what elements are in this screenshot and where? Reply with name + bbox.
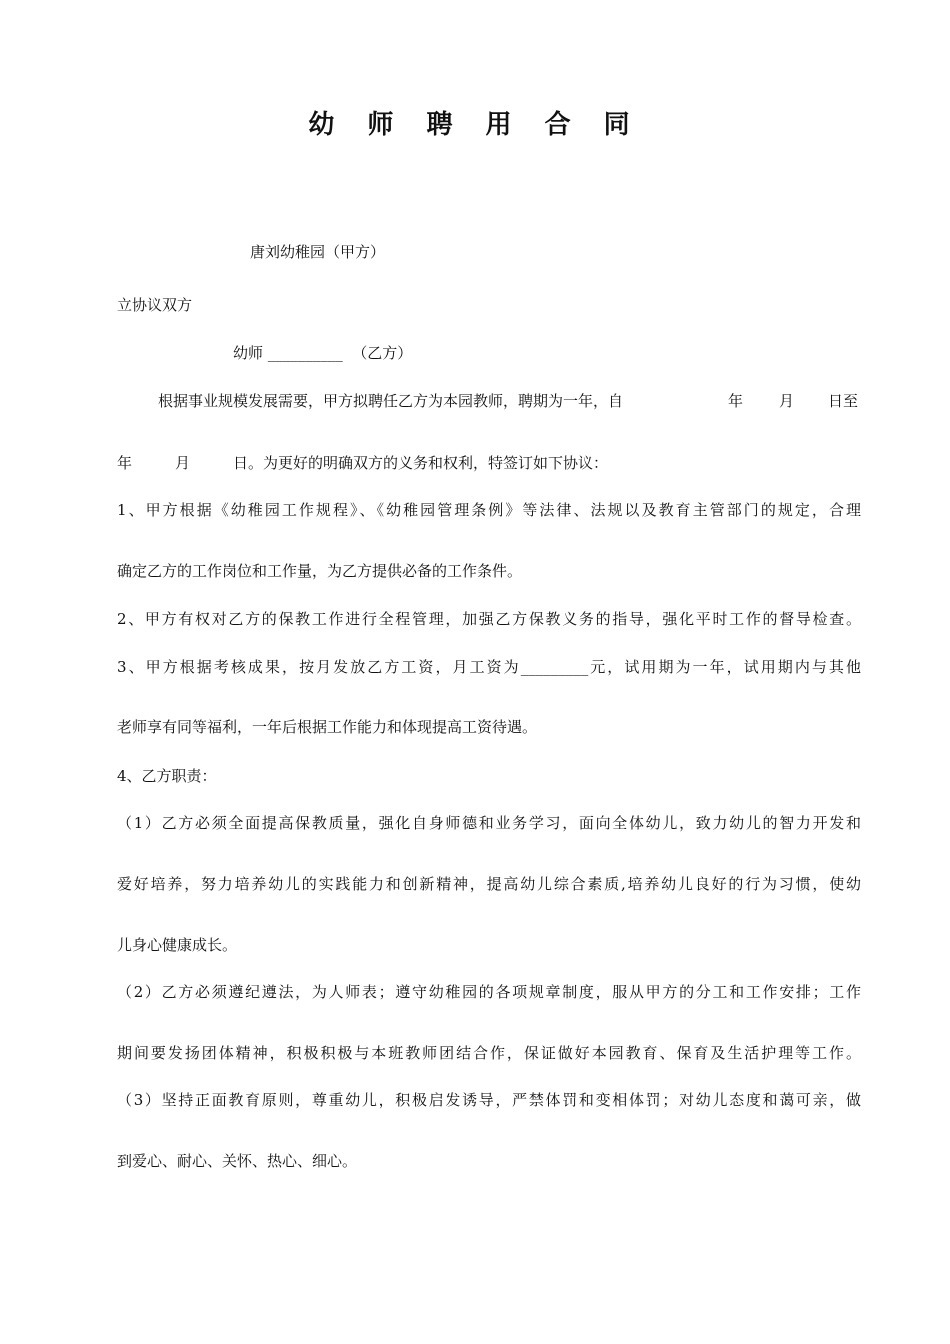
intro-line-2-rest: 日。为更好的明确双方的义务和权利，特签订如下协议： [233,454,609,472]
parties-label: 立协议双方 [117,296,193,314]
clause-1-line-2: 确定乙方的工作岗位和工作量，为乙方提供必备的工作条件。 [117,562,523,580]
intro-year-label: 年 [728,392,744,410]
document-title: 幼 师 聘 用 合 同 [308,110,642,140]
intro-line-2-month: 月 [175,454,191,472]
clause-3-line-2: 老师享有同等福利，一年后根据工作能力和体现提高工资待遇。 [117,718,538,736]
party-a-line: 唐刘幼稚园（甲方） [250,243,386,261]
subclause-2-line-2: 期间要发扬团体精神，积极积极与本班教师团结合作，保证做好本园教育、保育及生活护理等工作。 [117,1044,861,1062]
subclause-1-line-3: 儿身心健康成长。 [117,936,238,954]
clause-1-line-1: 1、甲方根据《幼稚园工作规程》、《幼稚园管理条例》等法律、法规以及教育主管部门的规定，合理 [117,501,861,519]
subclause-3-line-1: （3）坚持正面教育原则，尊重幼儿，积极启发诱导，严禁体罚和变相体罚；对幼儿态度和蔼可亲，做 [117,1091,861,1109]
clause-4-heading: 4、乙方职责： [117,767,217,785]
intro-month-label: 月 [779,392,795,410]
subclause-1-line-1: （1）乙方必须全面提高保教质量，强化自身师德和业务学习，面向全体幼儿，致力幼儿的智力开发和 [117,814,861,832]
subclause-1-line-2: 爱好培养，努力培养幼儿的实践能力和创新精神，提高幼儿综合素质,培养幼儿良好的行为习惯，使幼 [117,875,861,893]
intro-day-to-label: 日至 [828,392,859,410]
subclause-3-line-2: 到爱心、耐心、关怀、热心、细心。 [117,1152,358,1170]
clause-2-line-1: 2、甲方有权对乙方的保教工作进行全程管理，加强乙方保教义务的指导，强化平时工作的督导检查。 [117,610,861,628]
party-b-line: 幼师 __________ （乙方） [233,344,413,362]
intro-line-1: 根据事业规模发展需要，甲方拟聘任乙方为本园教师，聘期为一年，自 [158,392,624,410]
intro-line-2-year: 年 [117,454,133,472]
clause-3-line-1: 3、甲方根据考核成果，按月发放乙方工资，月工资为_________元，试用期为一年，试用期内与其他 [117,658,861,676]
subclause-2-line-1: （2）乙方必须遵纪遵法，为人师表；遵守幼稚园的各项规章制度，服从甲方的分工和工作安排；工作 [117,983,861,1001]
